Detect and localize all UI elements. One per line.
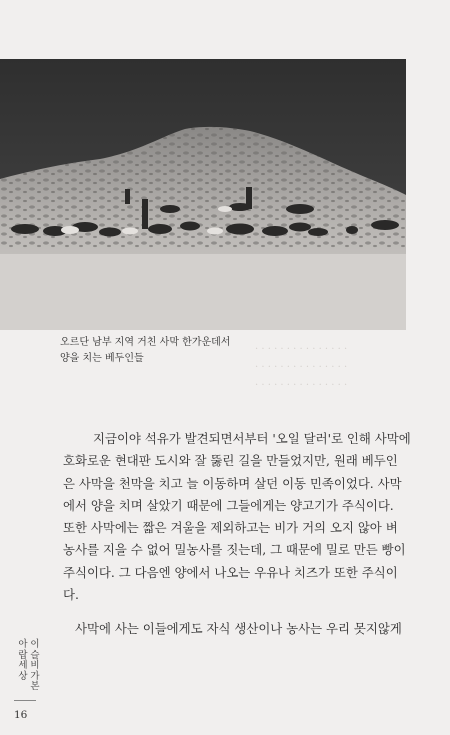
footer-rule	[14, 700, 36, 701]
text-line: 다.	[63, 587, 79, 603]
desert-photo	[0, 59, 406, 330]
caption-line-1: 오르단 남부 지역 거친 사막 한가운데서	[60, 337, 231, 348]
paragraph-1	[63, 428, 411, 606]
text-line: 주식이다. 그 다음엔 양에서 나오는 우유나 치즈가 또한 주식이	[63, 564, 398, 580]
caption-line-2: 양을 치는 베두인들	[60, 353, 144, 364]
book-title-col2: 이 슬 비 가 본	[30, 639, 40, 692]
photo-caption	[60, 335, 320, 367]
bedouin-shepherds-image	[0, 59, 406, 330]
text-line: 호화로운 현대판 도시와 잘 뚫린 길을 만들었지만, 원래 베두인	[63, 453, 398, 469]
text-line: 농사를 지을 수 없어 밀농사를 짓는데, 그 때문에 밀로 만든 빵이	[63, 542, 406, 558]
text-line: 에서 양을 치며 살았기 때문에 그들에게는 양고기가 주식이다.	[63, 497, 394, 513]
running-header	[17, 639, 40, 692]
text-line: 은 사막을 천막을 치고 늘 이동하며 살던 이동 민족이었다. 사막	[63, 475, 402, 491]
page-number: 16	[14, 709, 28, 721]
paragraph-2	[63, 618, 408, 640]
text-line: 또한 사막에는 짧은 겨울을 제외하고는 비가 거의 오지 않아 벼	[63, 520, 398, 536]
body-text	[63, 428, 411, 641]
text-line: 지금이야 석유가 발견되면서부터 '오일 달러'로 인해 사막에	[93, 431, 411, 446]
bleed-through-text: . . . . . . . . . . . . . . . . . . . . . . . . . . . . . . . . . . . . . . . . . . . . .	[255, 341, 348, 388]
text-line: 사막에 사는 이들에게도 자식 생산이나 농사는 우리 못지않게	[75, 621, 402, 637]
book-title-col1: 아 랍 세 상	[18, 639, 28, 682]
